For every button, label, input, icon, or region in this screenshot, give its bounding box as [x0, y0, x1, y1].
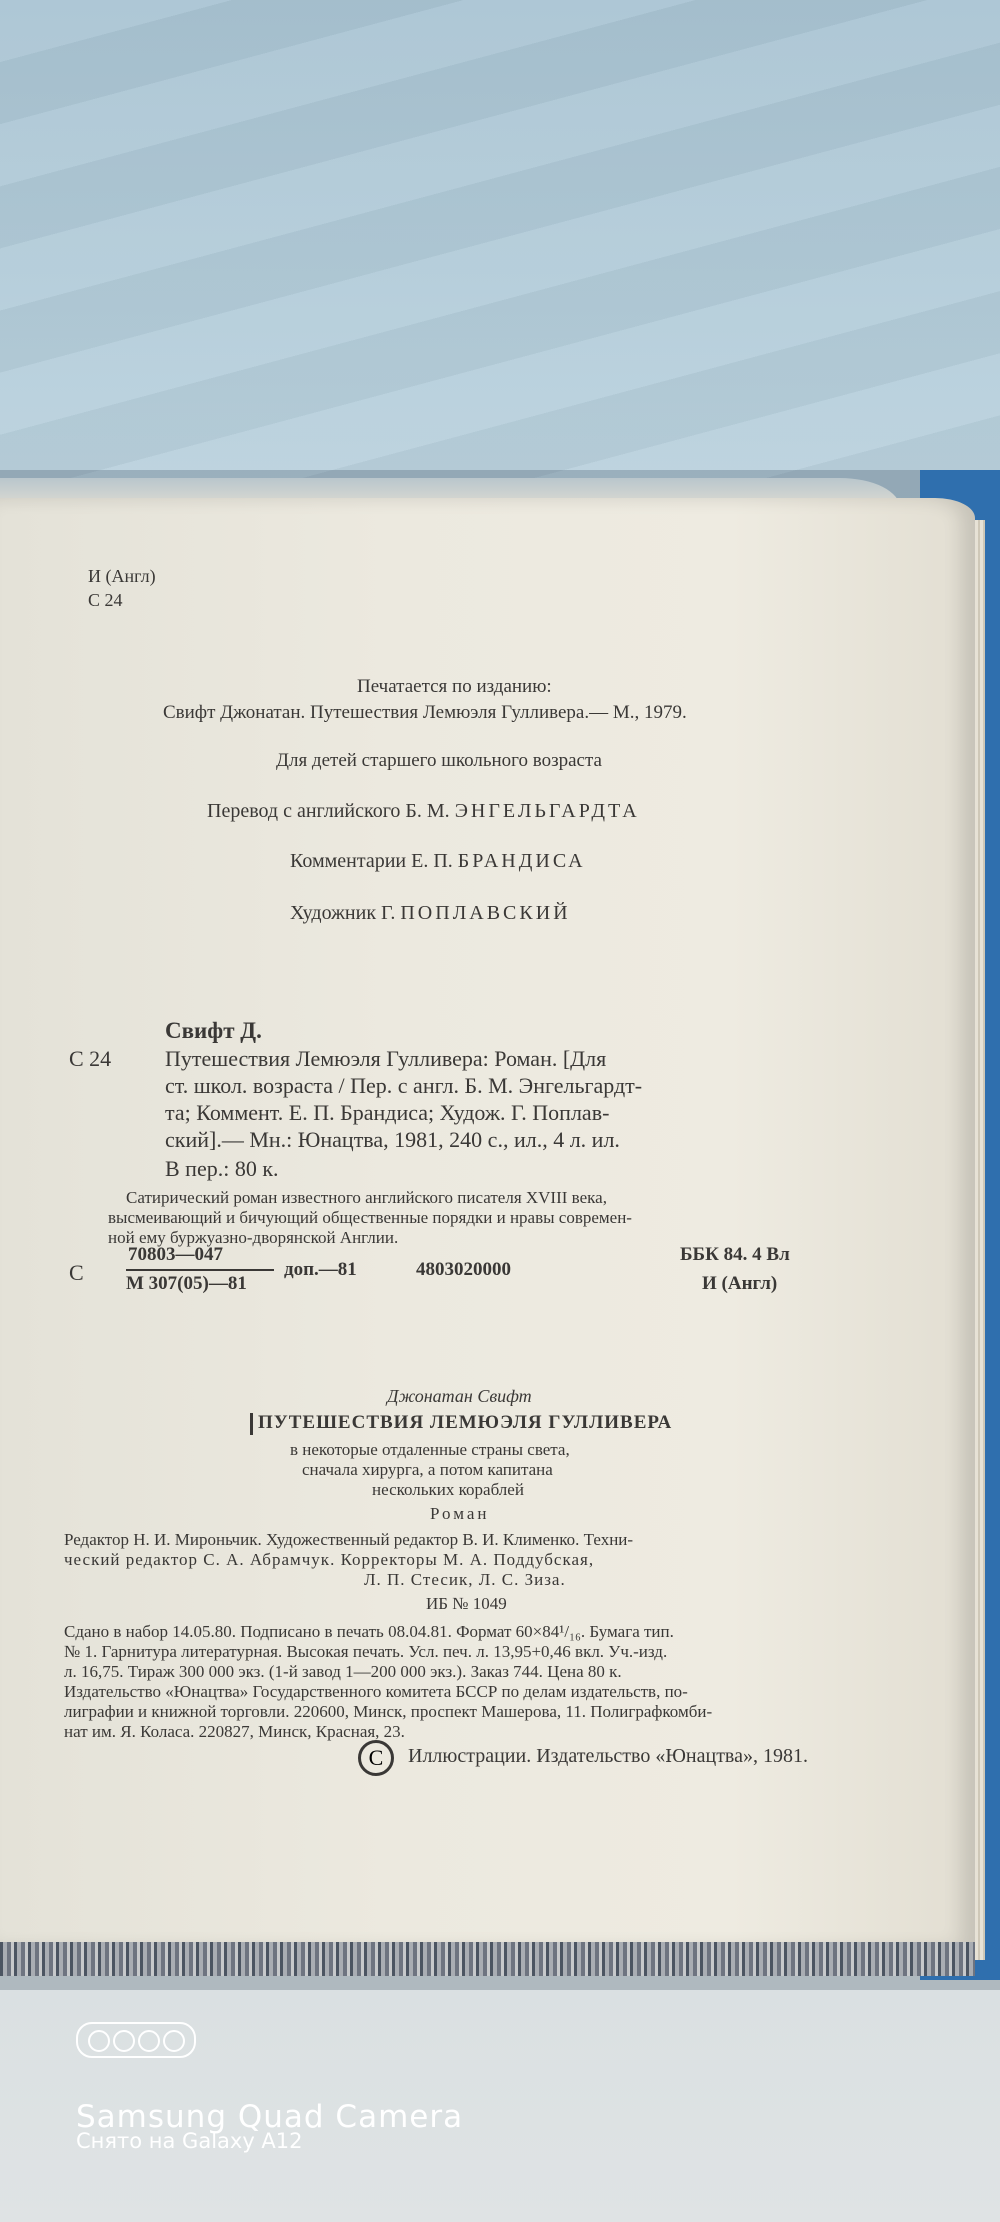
formula-fraction-line: [126, 1269, 274, 1271]
catalog-annotation-line: ной ему буржуазно-дворянской Англии.: [108, 1228, 399, 1247]
formula-addition: доп.—81: [284, 1259, 357, 1280]
translation-credit: [207, 800, 640, 823]
catalog-line: Путешествия Лемюэля Гулливера: Роман. [Для: [165, 1046, 607, 1071]
classification-code: И (Англ): [702, 1273, 778, 1294]
catalog-price: В пер.: 80 к.: [165, 1156, 279, 1181]
camera-lens-icon: [76, 2022, 196, 2058]
credits-line: Редактор Н. И. Мироньчик. Художественный редактор В. И. Клименко. Техни-: [64, 1530, 634, 1549]
catalog-annotation-line: Сатирический роман известного английского писателя XVIII века,: [126, 1188, 607, 1207]
commentator-name: БРАНДИСА: [457, 850, 586, 872]
edition-note-line2: Свифт Джонатан. Путешествия Лемюэля Гулливера.— М., 1979.: [163, 702, 687, 723]
colophon-author: Джонатан Свифт: [387, 1386, 532, 1406]
formula-letter: С: [69, 1260, 84, 1285]
catalog-line: та; Коммент. Е. П. Брандиса; Худож. Г. Поплав-: [165, 1100, 610, 1125]
commentary-prefix: Комментарии Е. П.: [290, 850, 453, 872]
title-marker: [250, 1413, 253, 1435]
ib-number: ИБ № 1049: [426, 1594, 507, 1613]
formula-numerator: 70803—047: [128, 1244, 223, 1265]
credits-line: Л. П. Стесик, Л. С. Зиза.: [364, 1570, 566, 1589]
bbk-code: ББК 84. 4 Вл: [680, 1244, 790, 1265]
colophon-subtitle-line: в некоторые отдаленные страны света,: [290, 1440, 570, 1459]
catalog-author: Свифт Д.: [165, 1018, 262, 1043]
credits-line: ческий редактор С. А. Абрамчук. Корректоры М. А. Поддубская,: [64, 1550, 595, 1569]
colophon-genre: Роман: [430, 1504, 490, 1523]
translation-prefix: Перевод с английского Б. М.: [207, 800, 450, 822]
production-line: Сдано в набор 14.05.80. Подписано в печать 08.04.81. Формат 60×84¹/₁₆. Бумага тип.: [64, 1622, 674, 1641]
camera-watermark-subtitle: Снято на Galaxy A12: [76, 2129, 303, 2153]
imprint-code: И (Англ): [88, 566, 156, 586]
production-line: № 1. Гарнитура литературная. Высокая печать. Усл. печ. л. 13,95+0,46 вкл. Уч.-изд.: [64, 1642, 668, 1661]
catalog-line: ст. школ. возраста / Пер. с англ. Б. М. Энгельгардт-: [165, 1073, 643, 1098]
edition-note-line1: Печатается по изданию:: [357, 676, 552, 697]
translator-name: ЭНГЕЛЬГАРДТА: [454, 800, 640, 822]
book-cover-bottom-edge: [0, 1942, 975, 1976]
copyright-notice: Иллюстрации. Издательство «Юнацтва», 1981.: [408, 1745, 808, 1767]
catalog-index: С 24: [69, 1046, 112, 1071]
colophon-title: ПУТЕШЕСТВИЯ ЛЕМЮЭЛЯ ГУЛЛИВЕРА: [258, 1412, 673, 1433]
colophon-subtitle-line: сначала хирурга, а потом капитана: [302, 1460, 553, 1479]
production-line: лиграфии и книжной торговли. 220600, Минск, проспект Машерова, 11. Полиграфкомби-: [64, 1702, 713, 1721]
book-page: [0, 498, 975, 1948]
commentary-credit: [290, 850, 586, 873]
tablecloth-background: [0, 0, 1000, 520]
illustrator-credit: [290, 902, 571, 925]
colophon-subtitle-line: нескольких кораблей: [372, 1480, 524, 1499]
formula-code: 4803020000: [416, 1259, 511, 1280]
copyright-icon: C: [358, 1740, 394, 1776]
illustrator-name: ПОПЛАВСКИЙ: [400, 902, 571, 924]
age-note: Для детей старшего школьного возраста: [276, 750, 602, 771]
production-line: нат им. Я. Коласа. 220827, Минск, Красная, 23.: [64, 1722, 405, 1741]
illustrator-prefix: Художник Г.: [290, 902, 396, 924]
imprint-index: С 24: [88, 590, 123, 610]
production-line: л. 16,75. Тираж 300 000 экз. (1-й завод 1—200 000 экз.). Заказ 744. Цена 80 к.: [64, 1662, 622, 1681]
catalog-annotation-line: высмеивающий и бичующий общественные порядки и нравы современ-: [108, 1208, 632, 1227]
camera-watermark-title: Samsung Quad Camera: [76, 2099, 464, 2135]
catalog-line: ский].— Мн.: Юнацтва, 1981, 240 с., ил., 4 л. ил.: [165, 1127, 620, 1152]
formula-denominator: М 307(05)—81: [126, 1273, 247, 1294]
production-line: Издательство «Юнацтва» Государственного комитета БССР по делам издательств, по-: [64, 1682, 688, 1701]
